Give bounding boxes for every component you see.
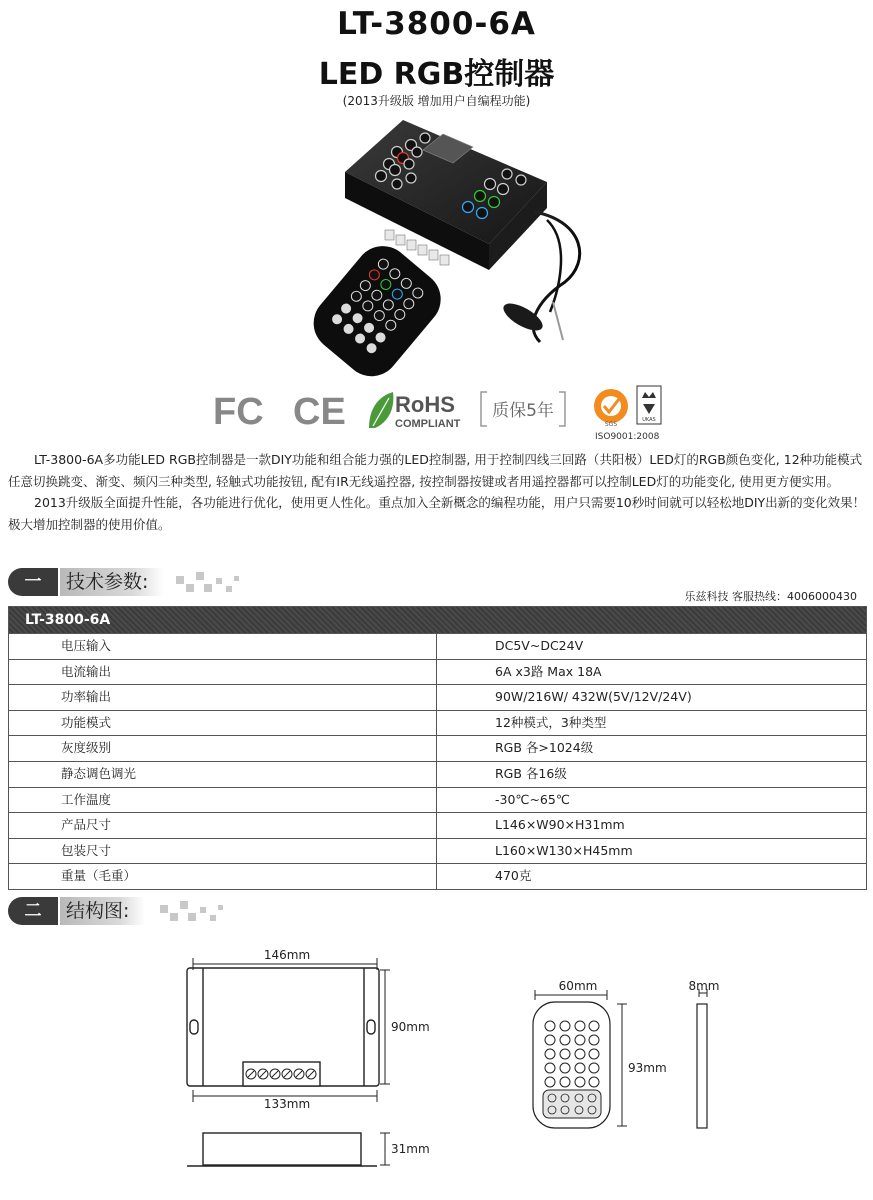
intro-text <box>8 449 866 535</box>
product-photo <box>285 112 595 382</box>
dimension-label: 60mm <box>558 979 598 993</box>
svg-text:UKAS: UKAS <box>642 417 656 423</box>
table-row <box>9 659 866 685</box>
spec-key: 灰度级别 <box>9 736 437 761</box>
fc-logo <box>211 388 275 430</box>
spec-value: 12种模式，3种类型 <box>495 714 607 730</box>
controller-top-view <box>187 958 390 1102</box>
sgs-seal <box>594 389 628 428</box>
section-title: 结构图: <box>60 897 145 925</box>
svg-text:CE: CE <box>293 391 346 430</box>
intro-paragraph-2: 2013升级版全面提升性能，各功能进行优化，使用更人性化。重点加入全新概念的编程功能，用户只需要10秒时间就可以轻松地DIY出新的变化效果！极大增加控制器的使用价值。 <box>8 495 866 532</box>
dimension-label: 146mm <box>263 948 311 962</box>
ukas-crown-icon <box>637 386 661 424</box>
remote-side-view <box>697 989 707 1128</box>
spec-key: 包装尺寸 <box>9 839 437 864</box>
spec-value: RGB 各>1024级 <box>495 740 594 756</box>
sgs-ukas-logo <box>593 384 673 442</box>
spec-key: 功率输出 <box>9 685 437 710</box>
ce-logo <box>293 388 351 430</box>
structure-diagram <box>0 940 873 1200</box>
dimension-label: 8mm <box>688 979 720 993</box>
table-row <box>9 838 866 864</box>
svg-text:COMPLIANT: COMPLIANT <box>395 418 461 430</box>
rohs-leaf-icon <box>369 392 393 428</box>
spec-table <box>8 606 867 890</box>
section-header-specs <box>8 568 308 598</box>
spec-key: 工作温度 <box>9 788 437 813</box>
spec-value: L146×W90×H31mm <box>495 817 625 833</box>
controller-side-view <box>187 1133 390 1166</box>
iso-label: ISO9001:2008 <box>595 432 660 442</box>
product-title: LED RGB控制器 <box>318 57 555 92</box>
spec-key: 静态调色调光 <box>9 762 437 787</box>
dimension-label: 31mm <box>391 1142 430 1156</box>
pixel-decoration <box>176 572 246 596</box>
table-row <box>9 787 866 813</box>
spec-value: 90W/216W/ 432W(5V/12V/24V) <box>495 689 692 705</box>
spec-key: 功能模式 <box>9 711 437 736</box>
dimension-label: 90mm <box>391 1020 430 1034</box>
customer-hotline: 乐兹科技 客服热线：4006000430 <box>684 590 857 603</box>
intro-paragraph-1: LT-3800-6A多功能LED RGB控制器是一款DIY功能和组合能力强的LED控制器, 用于控制四线三回路（共阳极）LED灯的RGB颜色变化, 12种功能模式任意切换跳变、渐变、频闪三种类型, 轻触式功能按钮, 配有IR无线遥控器, 按控制器按键或者用遥控器都可以控制LED灯的功能变化, 使用更方便实用。 <box>8 452 863 489</box>
spec-value: 6A x3路 Max 18A <box>495 663 602 679</box>
section-number: 一 <box>8 568 58 596</box>
table-row <box>9 761 866 787</box>
table-row <box>9 633 866 659</box>
svg-text:SGS: SGS <box>604 421 618 428</box>
table-row <box>9 710 866 736</box>
svg-text:质保5年: 质保5年 <box>492 401 554 421</box>
table-row <box>9 684 866 710</box>
rohs-logo <box>365 386 465 434</box>
section-number: 二 <box>8 897 58 925</box>
model-title: LT-3800-6A <box>337 6 536 42</box>
section-title: 技术参数: <box>60 568 164 596</box>
spec-value: RGB 各16级 <box>495 765 567 781</box>
spec-value: 470克 <box>495 868 532 884</box>
spec-key: 电流输出 <box>9 660 437 685</box>
remote-front-view <box>533 990 627 1128</box>
pixel-decoration <box>160 901 230 925</box>
table-row <box>9 735 866 761</box>
subtitle: (2013升级版 增加用户自编程功能) <box>342 94 531 108</box>
svg-text:RoHS: RoHS <box>395 392 455 417</box>
certification-logos <box>205 382 675 442</box>
spec-key: 产品尺寸 <box>9 813 437 838</box>
dimension-label: 93mm <box>628 1061 667 1075</box>
section-header-structure <box>8 897 308 927</box>
dimension-label: 133mm <box>263 1097 311 1111</box>
table-row <box>9 863 866 889</box>
warranty-stamp <box>477 388 569 430</box>
table-row <box>9 812 866 838</box>
spec-value: -30℃~65℃ <box>495 791 570 807</box>
spec-key: 电压输入 <box>9 634 437 659</box>
svg-text:FC: FC <box>213 391 264 430</box>
spec-key: 重量（毛重） <box>9 864 437 889</box>
spec-value: DC5V~DC24V <box>495 638 584 653</box>
spec-table-header: LT-3800-6A <box>9 607 866 633</box>
spec-value: L160×W130×H45mm <box>495 842 633 858</box>
